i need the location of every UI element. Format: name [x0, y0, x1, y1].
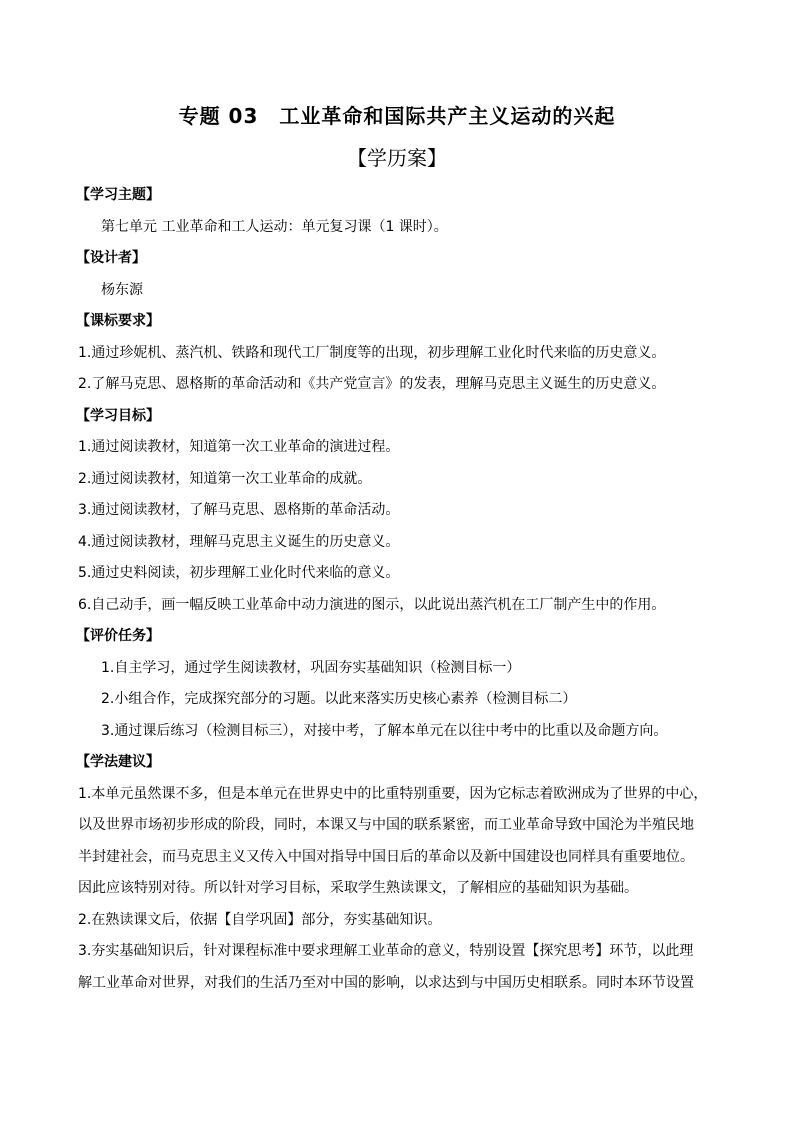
document-body — [78, 180, 738, 999]
section-heading-methods: 【学法建议】 — [76, 754, 160, 770]
designer-name: 杨东源 — [101, 281, 143, 298]
task-item: 1.自主学习，通过学生阅读教材，巩固夯实基础知识（检测目标一） — [101, 659, 521, 676]
method-line: 解工业革命对世界，对我们的生活乃至对中国的影响，以求达到与中国历史相联系。同时本环节设置 — [78, 974, 694, 991]
method-line: 以及世界市场初步形成的阶段，同时，本课又与中国的联系紧密，而工业革命导致中国沦为半殖民地 — [78, 817, 694, 833]
document-title: 专题 03 工业革命和国际共产主义运动的兴起 — [178, 104, 616, 128]
section-heading-objectives: 【学习目标】 — [76, 407, 160, 424]
section-heading-tasks: 【评价任务】 — [76, 628, 160, 644]
task-item: 3.通过课后练习（检测目标三），对接中考，了解本单元在以往中考中的比重以及命题方向。 — [101, 722, 668, 739]
method-line: 3.夯实基础知识后，针对课程标准中要求理解工业革命的意义，特别设置【探究思考】环节，以此理 — [78, 943, 694, 959]
objective-item: 5.通过史料阅读，初步理解工业化时代来临的意义。 — [78, 565, 400, 581]
objective-item: 4.通过阅读教材，理解马克思主义诞生的历史意义。 — [78, 533, 400, 550]
objective-item: 2.通过阅读教材，知道第一次工业革命的成就。 — [78, 470, 372, 487]
method-line: 因此应该特别对待。所以针对学习目标，采取学生熟读课文，了解相应的基础知识为基础。 — [78, 880, 638, 896]
method-line: 半封建社会，而马克思主义又传入中国对指导中国日后的革命以及新中国建设也同样具有重要地位。 — [78, 848, 694, 865]
section-heading-theme: 【学习主题】 — [76, 187, 160, 203]
standard-item: 2.了解马克思、恩格斯的革命活动和《共产党宣言》的发表，理解马克思主义诞生的历史意义。 — [78, 376, 666, 392]
section-heading-designer: 【设计者】 — [76, 250, 146, 266]
objective-item: 3.通过阅读教材，了解马克思、恩格斯的革命活动。 — [78, 502, 400, 518]
section-heading-standards: 【课标要求】 — [76, 313, 160, 329]
objective-item: 6.自己动手，画一幅反映工业革命中动力演进的图示，以此说出蒸汽机在工厂制产生中的作用。 — [78, 596, 666, 613]
method-line: 2.在熟读课文后，依据【自学巩固】部分，夯实基础知识。 — [78, 911, 442, 928]
objective-item: 1.通过阅读教材，知道第一次工业革命的演进过程。 — [78, 439, 400, 455]
method-line: 1.本单元虽然课不多，但是本单元在世界史中的比重特别重要，因为它标志着欧洲成为了世界的中心， — [78, 785, 708, 802]
theme-text: 第七单元 工业革命和工人运动：单元复习课（1 课时）。 — [101, 218, 448, 235]
standard-item: 1.通过珍妮机、蒸汽机、铁路和现代工厂制度等的出现，初步理解工业化时代来临的历史意义。 — [78, 344, 666, 361]
document-subtitle: 【学历案】 — [347, 146, 447, 170]
task-item: 2.小组合作，完成探究部分的习题。以此来落实历史核心素养（检测目标二） — [101, 691, 577, 707]
